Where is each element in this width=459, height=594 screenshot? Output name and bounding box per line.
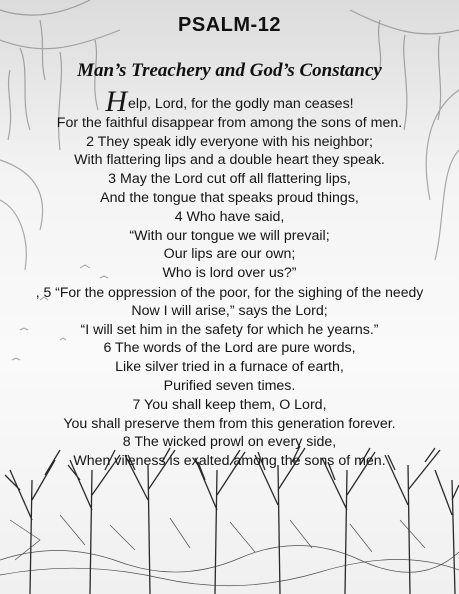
verse-line: 3 May the Lord cut off all flattering lips,: [108, 171, 351, 188]
verse-line: 2 They speak idly everyone with his neighbor;: [86, 133, 373, 150]
verse-line: Who is lord over us?”: [162, 265, 297, 282]
verse-line: “I will set him in the safety for which he yearns.”: [80, 321, 379, 338]
verse-line: When vileness is exalted among the sons of men.: [73, 453, 386, 470]
verse-line: Our lips are our own;: [163, 246, 296, 263]
drop-cap: H: [105, 85, 128, 118]
verse-line: You shall preserve them from this generation forever.: [63, 415, 396, 432]
verse-line: Purified seven times.: [163, 377, 296, 394]
verse-line-1: [0, 85, 459, 118]
verse-line: “With our tongue we will prevail;: [129, 227, 330, 244]
verse-line: 6 The words of the Lord are pure words,: [103, 340, 356, 357]
verse-line: , 5 “For the oppression of the poor, for the sighing of the needy: [35, 283, 424, 300]
verse-line: Now I will arise,” says the Lord;: [131, 302, 328, 319]
verse-line: 8 The wicked prowl on every side,: [122, 434, 337, 451]
page-subtitle: Man’s Treachery and God’s Constancy: [77, 60, 382, 81]
verse-line: With flattering lips and a double heart they speak.: [74, 152, 385, 169]
verse-line: And the tongue that speaks proud things,: [100, 189, 359, 206]
verse-line: 7 You shall keep them, O Lord,: [132, 396, 327, 413]
verse-line: 4 Who have said,: [174, 208, 285, 225]
verse-line: For the faithful disappear from among the sons of men.: [56, 114, 403, 131]
verse-block: [0, 85, 459, 471]
page-title: PSALM-12: [178, 14, 281, 36]
verse-line-1-text: elp, Lord, for the godly man ceases!: [128, 96, 354, 112]
verse-line: Like silver tried in a furnace of earth,: [115, 359, 344, 376]
